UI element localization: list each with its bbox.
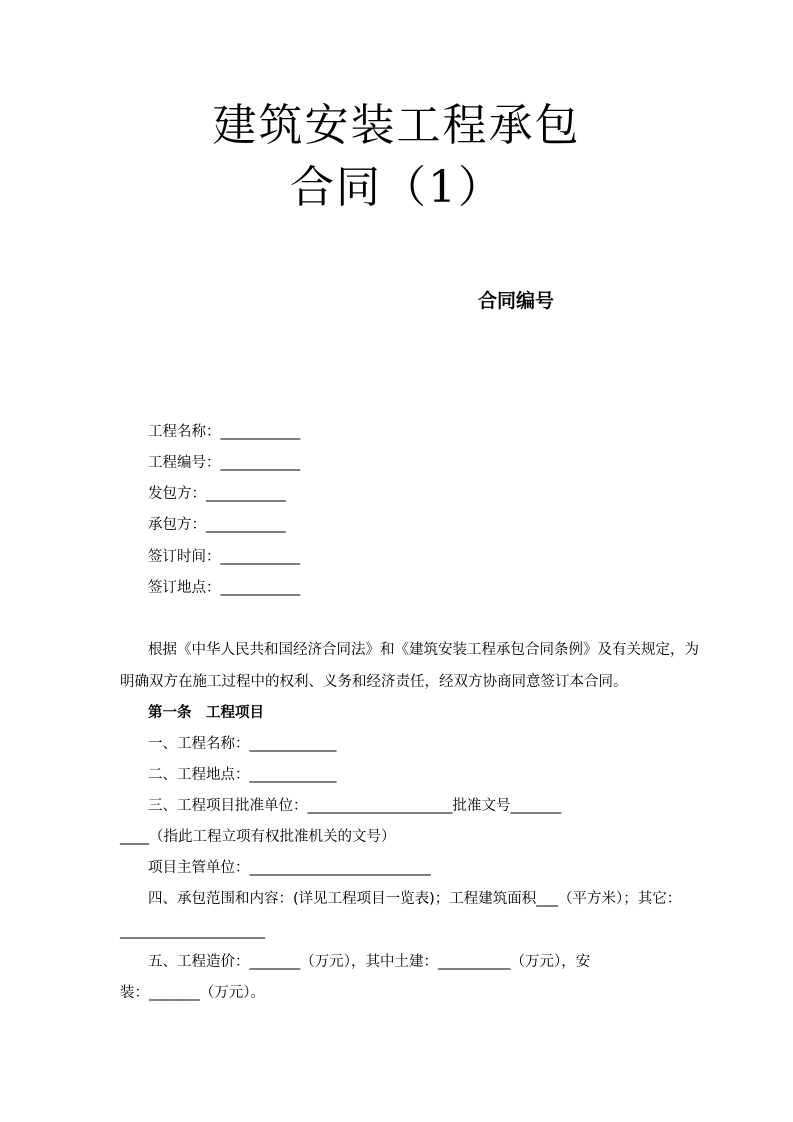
intro-paragraph-line-2: 明确双方在施工过程中的权利、义务和经济责任，经双方协商同意签订本合同。 [120, 674, 628, 690]
intro-paragraph-line-1: 根据《中华人民共和国经济合同法》和《建筑安装工程承包合同条例》及有关规定，为 [148, 642, 699, 658]
field-signing-place: 签订地点：___________ [148, 580, 301, 596]
item-scope-other: ____________________ [120, 923, 265, 939]
document-title-line-1: 建筑安装工程承包 [212, 100, 581, 151]
item-installation-price: 装：_______（万元）。 [120, 985, 265, 1001]
article-1-heading: 第一条 工程项目 [148, 705, 264, 721]
item-project-location: 二、工程地点：____________ [148, 767, 337, 783]
field-signing-time: 签订时间：___________ [148, 549, 301, 565]
item-project-name: 一、工程名称：____________ [148, 736, 337, 752]
item-approval-unit: 三、工程项目批准单位：____________________批准文号_______ [148, 798, 562, 814]
field-project-name: 工程名称：___________ [148, 424, 301, 440]
document-title-line-2: 合同（1） [290, 162, 504, 213]
item-scope: 四、承包范围和内容：(详见工程项目一览表)；工程建筑面积___（平方米）；其它： [148, 891, 682, 907]
item-contract-price: 五、工程造价：_______（万元），其中土建：__________（万元），安 [148, 954, 591, 970]
item-approval-note: ____（指此工程立项有权批准机关的文号） [120, 829, 396, 845]
field-employer: 发包方：___________ [148, 486, 286, 502]
contract-number-label: 合同编号 [478, 290, 555, 312]
field-contractor: 承包方：___________ [148, 517, 286, 533]
field-project-number: 工程编号：___________ [148, 455, 301, 471]
item-supervising-unit: 项目主管单位：_________________________ [148, 860, 431, 876]
